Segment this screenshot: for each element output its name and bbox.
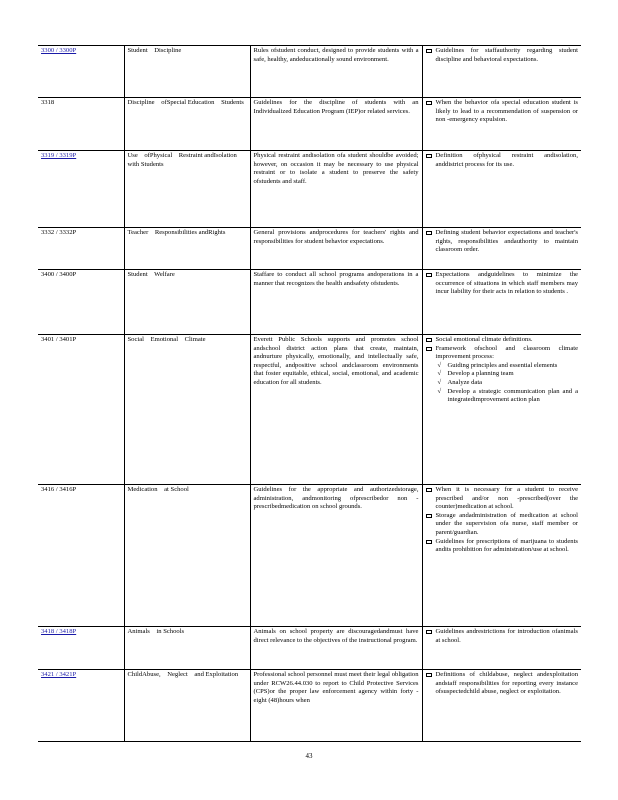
policy-description-cell xyxy=(250,228,422,270)
policy-description: Rules ofstudent conduct, designed to provide students with a safe, healthy, andeducationally sound environment. xyxy=(253,47,419,63)
scope-item-text: When it is necessary for a student to receive prescribed and/or non -prescribed(over the counter)medication at school. xyxy=(435,486,578,511)
policy-description: Guidelines for the appropriate and authorizedstorage, administration, andmonitoring ofprescribedor non -prescribedmedication on school grounds. xyxy=(253,486,419,511)
check-mark-icon: √ xyxy=(437,370,442,378)
policy-code-link[interactable]: 3421 / 3421P xyxy=(41,671,77,678)
policy-title: Student Welfare xyxy=(127,271,175,278)
scope-item xyxy=(426,628,579,645)
policy-title-cell xyxy=(124,228,250,270)
checkbox-bullet-icon xyxy=(426,231,432,235)
page-number: 43 xyxy=(305,752,313,760)
checkbox-bullet-icon xyxy=(426,673,432,677)
checkbox-bullet-icon xyxy=(426,338,432,342)
policy-code: 3332 / 3332P xyxy=(41,229,77,236)
policy-row xyxy=(38,46,581,98)
checkbox-bullet-icon xyxy=(426,273,432,277)
policy-title: Student Discipline xyxy=(127,47,182,54)
scope-item-text: When the behavior ofa special education student is likely to lead to a recommendation of suspension or non -emergency expulsion. xyxy=(435,99,578,124)
policy-description-cell xyxy=(250,485,422,627)
policy-title: Social Emotional Climate xyxy=(127,336,206,343)
policy-title-cell xyxy=(124,151,250,228)
policy-table-body xyxy=(38,46,581,742)
policy-code: 3416 / 3416P xyxy=(41,486,77,493)
policy-table xyxy=(38,45,581,742)
policy-title: ChildAbuse, Neglect and Exploitation xyxy=(127,671,239,678)
scope-item-text: Defining student behavior expectations and teacher's rights, responsibilities andauthority to maintain classroom order. xyxy=(435,229,578,254)
policy-scope-cell xyxy=(422,485,581,627)
scope-item xyxy=(426,229,579,255)
scope-item-text: Guidelines andrestrictions for introduction ofanimals at school. xyxy=(435,628,578,644)
policy-row xyxy=(38,670,581,742)
policy-title: Use ofPhysical Restraint andIsolation with Students xyxy=(127,152,244,168)
policy-description-cell xyxy=(250,627,422,670)
policy-title-cell xyxy=(124,670,250,742)
policy-title-cell xyxy=(124,98,250,151)
scope-subitem xyxy=(438,388,579,405)
policy-code-cell xyxy=(38,270,124,335)
policy-title-cell xyxy=(124,627,250,670)
scope-item xyxy=(426,271,579,297)
policy-description: Animals on school property are discouragedandmust have direct relevance to the objectives of the instructional program. xyxy=(253,628,419,644)
scope-item-text: Guidelines for staffauthority regarding student discipline and behavioral expectations. xyxy=(435,47,578,63)
policy-code-cell xyxy=(38,151,124,228)
policy-scope-cell xyxy=(422,670,581,742)
checkbox-bullet-icon xyxy=(426,347,432,351)
scope-item xyxy=(426,486,579,512)
policy-row xyxy=(38,335,581,485)
policy-title: Medication at School xyxy=(127,486,189,493)
policy-description-cell xyxy=(250,270,422,335)
policy-row xyxy=(38,270,581,335)
scope-item xyxy=(426,336,579,345)
policy-description: Staffare to conduct all school programs andoperations in a manner that recognizes the health andsafety ofstudents. xyxy=(253,271,419,287)
policy-code-cell xyxy=(38,98,124,151)
policy-code: 3318 xyxy=(41,99,55,106)
policy-description-cell xyxy=(250,98,422,151)
check-mark-icon: √ xyxy=(437,387,442,395)
policy-code-cell xyxy=(38,670,124,742)
policy-code: 3400 / 3400P xyxy=(41,271,77,278)
policy-title: Animals in Schools xyxy=(127,628,185,635)
policy-title-cell xyxy=(124,270,250,335)
scope-subitem-text: Develop a planning team xyxy=(447,370,514,378)
policy-description: Physical restraint andisolation ofa student shouldbe avoided; however, on occasion it may be necessary to use physical restraint or to isolate a student to preserve the safety ofstudents and staff. xyxy=(253,152,419,185)
scope-item-text: Expectations andguidelines to minimize the occurrence of situations in which staff members may incur liability for their acts in relation to students . xyxy=(435,271,578,296)
policy-code: 3401 / 3401P xyxy=(41,336,77,343)
policy-title-cell xyxy=(124,46,250,98)
checkbox-bullet-icon xyxy=(426,49,432,53)
scope-item xyxy=(426,99,579,125)
policy-row xyxy=(38,98,581,151)
scope-item-text: Storage andadministration of medication at school under the supervision ofa nurse, staff member or parent/guardian. xyxy=(435,511,578,536)
scope-subitem-text: Analyze data xyxy=(447,378,483,386)
policy-description-cell xyxy=(250,151,422,228)
policy-description-cell xyxy=(250,335,422,485)
scope-item-text: Guidelines for prescriptions of marijuana to students andits prohibition for administration/use at school. xyxy=(435,537,578,554)
scope-item xyxy=(426,512,579,538)
policy-code-cell xyxy=(38,627,124,670)
scope-subitem-text: Guiding principles and essential elements xyxy=(447,361,558,369)
policy-description: Guidelines for the discipline of students with an Individualized Education Program (IEP)or related services. xyxy=(253,99,419,115)
policy-scope-cell xyxy=(422,98,581,151)
policy-code-cell xyxy=(38,335,124,485)
policy-description-cell xyxy=(250,670,422,742)
scope-item xyxy=(426,345,579,362)
check-mark-icon: √ xyxy=(437,361,442,369)
policy-row xyxy=(38,151,581,228)
policy-title-cell xyxy=(124,485,250,627)
policy-description: General provisions andprocedures for teachers' rights and responsibilities for student behavior expectations. xyxy=(253,229,419,245)
checkbox-bullet-icon xyxy=(426,540,432,544)
scope-item-text: Social emotional climate definitions. xyxy=(435,336,533,343)
policy-scope-cell xyxy=(422,151,581,228)
policy-code-link[interactable]: 3300 / 3300P xyxy=(41,47,77,54)
policy-code-link[interactable]: 3418 / 3418P xyxy=(41,628,77,635)
checkbox-bullet-icon xyxy=(426,488,432,492)
checkbox-bullet-icon xyxy=(426,630,432,634)
scope-item xyxy=(426,47,579,64)
scope-item xyxy=(426,538,579,555)
scope-item-text: Definitions of childabuse, neglect andexploitation andstaff responsibilities for reporting every instance ofsuspectedchild abuse, neglect or exploitation. xyxy=(435,671,578,696)
scope-subitem xyxy=(438,362,579,371)
policy-description-cell xyxy=(250,46,422,98)
policy-title-cell xyxy=(124,335,250,485)
policy-row xyxy=(38,485,581,627)
policy-scope-cell xyxy=(422,46,581,98)
policy-scope-cell xyxy=(422,335,581,485)
scope-item-text: Definition ofphysical restraint andisolation, anddistrict process for its use. xyxy=(435,152,578,168)
policy-description: Everett Public Schools supports and promotes school andschool district action plans that create, maintain, andnurture physically, emotionally, and intellectually safe, respectful, andpositive school andclassroom environments that foster equitable, ethical, social, emotional, and academic education for all students. xyxy=(253,336,419,386)
policy-scope-cell xyxy=(422,627,581,670)
policy-row xyxy=(38,627,581,670)
policy-title: Discipline ofSpecial Education Students xyxy=(127,99,244,106)
scope-subitem-text: Develop a strategic communication plan and a integratedimprovement action plan xyxy=(447,387,578,404)
policy-code-cell xyxy=(38,46,124,98)
policy-code-cell xyxy=(38,485,124,627)
check-mark-icon: √ xyxy=(437,378,442,386)
scope-item-text: Framework ofschool and classroom climate improvement process: xyxy=(435,344,578,361)
policy-description: Professional school personnel must meet their legal obligation under RCW26.44.030 to report to Child Protective Services (CPS)or the proper law enforcement agency within forty -eight (48)hours when xyxy=(253,671,419,704)
checkbox-bullet-icon xyxy=(426,101,432,105)
policy-code-link[interactable]: 3319 / 3319P xyxy=(41,152,77,159)
scope-item xyxy=(426,671,579,697)
scope-item xyxy=(426,152,579,169)
checkbox-bullet-icon xyxy=(426,154,432,158)
policy-title: Teacher Responsibilities andRights xyxy=(127,229,226,236)
checkbox-bullet-icon xyxy=(426,514,432,518)
policy-scope-cell xyxy=(422,270,581,335)
policy-scope-cell xyxy=(422,228,581,270)
scope-subitem xyxy=(438,379,579,388)
scope-subitem xyxy=(438,370,579,379)
policy-code-cell xyxy=(38,228,124,270)
policy-row xyxy=(38,228,581,270)
